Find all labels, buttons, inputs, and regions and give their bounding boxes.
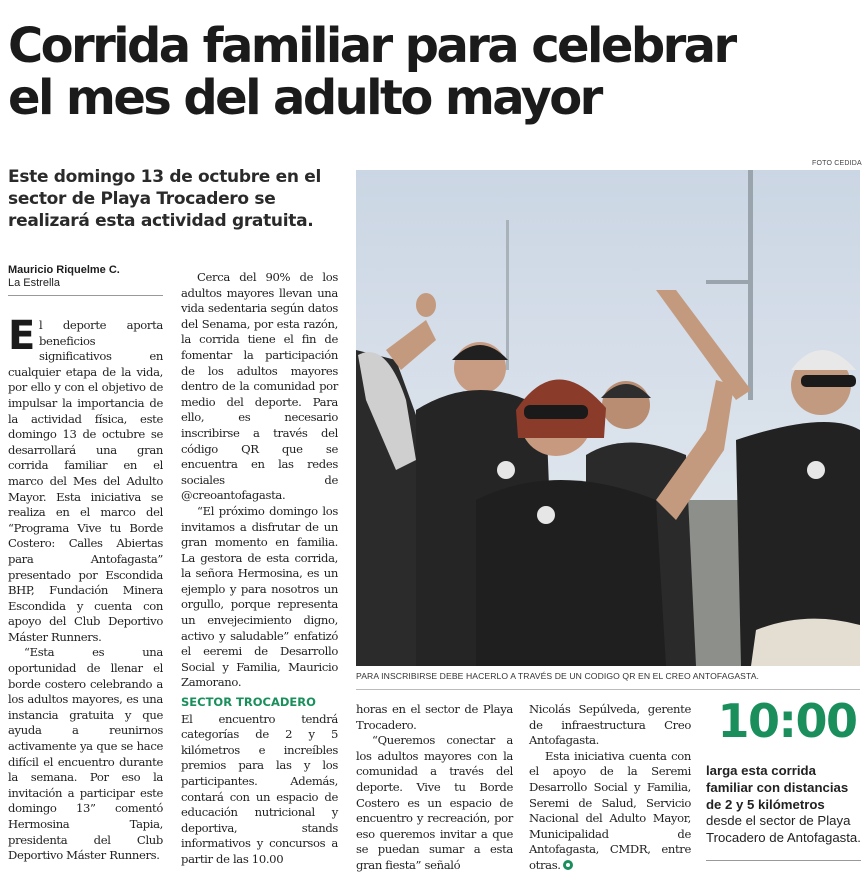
paragraph [8, 313, 163, 645]
paragraph: “El próximo domingo los invitamos a disfrutar de un gran momento en familia. La gestora de esta corrida, la señora Hermosina, es un ejemplo y para nosotros un orgullo, porque representa un envejecimiento digno, activo y saludable” enfatizó el eeremi de Desarrollo Social y Familia, Mauricio Zamorano. [181, 503, 338, 690]
headline-line-2: el mes del adulto mayor [8, 70, 601, 126]
headline-line-1: Corrida familiar para celebrar [8, 18, 735, 74]
body-column-2 [181, 270, 338, 868]
byline [8, 264, 163, 296]
paragraph: “Esta es una oportunidad de llenar el borde costero celebrando a los adultos mayores, es una instancia gratuita y que ayuda a reunirnos activamente ya que se hace difícil el encuentro durante la semana. Por eso la invitación a participar este domingo 13” comentó Hermosina Tapia, presidenta del Club Deportivo Máster Runners. [8, 645, 163, 863]
body-column-4 [529, 702, 691, 874]
photo-credit: FOTO CEDIDA [812, 160, 862, 167]
caption-divider [356, 689, 860, 690]
paragraph: Nicolás Sepúlveda, gerente de infraestructura Creo Antofagasta. [529, 702, 691, 748]
factbox-time: 10:00 [717, 694, 857, 748]
paragraph-text: l deporte aporta beneficios significativos en cualquier etapa de la vida, por ello y con el objetivo de impulsar la importancia de la actividad física, este domingo 13 de octubre se desarrollará una gran corrida familiar en el marco del Mes del Adulto Mayor. Esta iniciativa se realiza en el marco del “Programa Vive tu Borde Costero: Calles Abiertas para Antofagasta” presentado por Escondida BHP, Fundación Minera Escondida y cuenta con apoyo del Club Deportivo Máster Runners. [8, 318, 163, 644]
paragraph: Cerca del 90% de los adultos mayores llevan una vida sedentaria según datos del Senama, por esta razón, la corrida tiene el fin de fomentar la participación de los adultos mayores dentro de la comunidad por medio del deporte. Para ello, es necesario inscribirse a través del código QR que se encuentra en las redes sociales de @creoantofagasta. [181, 270, 338, 503]
body-column-3 [356, 702, 513, 874]
headline [8, 20, 858, 124]
factbox-divider [706, 860, 861, 861]
paragraph [529, 749, 691, 874]
circle-end-icon [563, 860, 573, 870]
paragraph: El encuentro tendrá categorías de 2 y 5 kilómetros e increíbles premios para las y los participantes. Además, contará con un espacio de educación nutricional y deportiva, stands informativos y concursos a partir de las 10.00 [181, 711, 338, 866]
subhead: SECTOR TROCADERO [181, 695, 316, 710]
byline-outlet: La Estrella [8, 277, 60, 289]
paragraph-text: Esta iniciativa cuenta con el apoyo de la Seremi Desarrollo Social y Familia, Seremi de Salud, Servicio Nacional del Adulto Mayor, Municipalidad de Antofagasta, CMDR, entre otras. [529, 748, 691, 872]
article-photo [356, 170, 860, 666]
paragraph: “Queremos conectar a los adultos mayores con la comunidad a través del deporte. Vive tu Borde Costero es un espacio de encuentro y recreación, por eso queremos invitar a que se puedan sumar a esta gran fiesta” señaló [356, 733, 513, 872]
byline-author: Mauricio Riquelme C. [8, 264, 120, 276]
body-column-1 [8, 313, 163, 864]
dropcap: E [8, 313, 35, 359]
photo-illustration [356, 170, 860, 666]
deck: Este domingo 13 de octubre en el sector de Playa Trocadero se realizará esta actividad gratuita. [8, 167, 322, 231]
photo-caption: PARA INSCRIBIRSE DEBE HACERLO A TRAVÉS DE UN CODIGO QR EN EL CREO ANTOFAGASTA. [356, 671, 760, 681]
factbox-text [706, 763, 861, 847]
factbox-rest: desde el sector de Playa Trocadero de Antofagasta. [706, 813, 861, 846]
factbox-bold: larga esta corrida familiar con distancias de 2 y 5 kilómetros [706, 763, 849, 812]
paragraph: horas en el sector de Playa Trocadero. [356, 702, 513, 732]
